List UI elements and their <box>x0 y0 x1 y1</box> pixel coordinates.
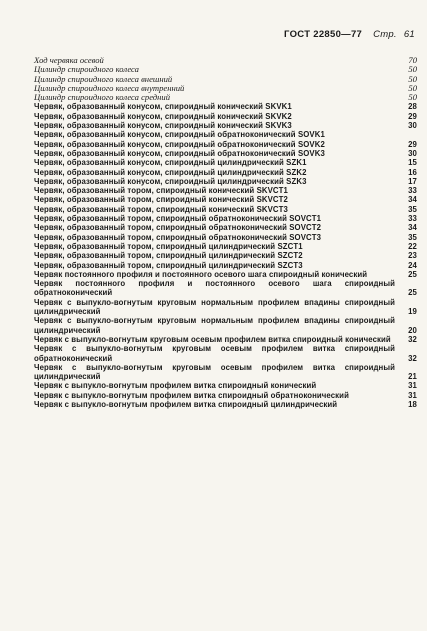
entry-page: 50 <box>408 64 417 75</box>
entry-term: Червяк, образованный конусом, спироидный обратноконический SOVK3 <box>34 148 325 158</box>
index-entry <box>34 121 417 130</box>
entry-page: 20 <box>408 325 417 335</box>
entry-page: 31 <box>408 381 417 391</box>
entry-term: Червяк, образованный тором, спироидный обратноконический SOVCT1 <box>34 214 322 224</box>
entry-page: 17 <box>408 176 417 186</box>
index-entry <box>34 391 417 400</box>
entry-page: 21 <box>408 372 417 382</box>
entry-page: 50 <box>408 82 417 93</box>
index-entry <box>34 130 417 139</box>
entry-term: Червяк с выпукло-вогнутым круговым осевым профилем витка спироидный обратноконический <box>34 344 395 363</box>
entry-term: Червяк постоянного профиля и постоянного осевого шага спироидный обратноконический <box>34 279 395 298</box>
index-entry <box>34 177 417 186</box>
entry-page: 25 <box>408 269 417 279</box>
entry-term: Червяк с выпукло-вогнутым круговым осевым профилем витка спироидный конический <box>34 334 391 344</box>
entry-page: 31 <box>408 390 417 400</box>
entry-term: Червяк, образованный тором, спироидный обратноконический SOVCT3 <box>34 232 322 242</box>
entry-term: Червяк, образованный тором, спироидный цилиндрический SZCT2 <box>34 251 303 261</box>
entry-term: Червяк с выпукло-вогнутым профилем витка спироидный обратноконический <box>34 390 349 400</box>
entry-term: Червяк с выпукло-вогнутым круговым нормальным профилем впадины спироидный цилиндрический <box>34 297 395 317</box>
entry-page: 24 <box>408 260 417 270</box>
index-entry <box>34 261 417 270</box>
entry-page: 18 <box>408 399 417 409</box>
standard-code: ГОСТ 22850—77 <box>284 29 363 40</box>
entry-page: 33 <box>408 214 417 224</box>
index-entry <box>34 251 417 260</box>
entry-page: 34 <box>408 223 417 233</box>
index-entry <box>34 186 417 195</box>
entry-term: Червяк, образованный конусом, спироидный конический SKVK3 <box>34 121 292 131</box>
entry-term: Червяк, образованный конусом, спироидный цилиндрический SZK3 <box>34 176 307 186</box>
entry-term: Червяк, образованный тором, спироидный цилиндрический SZCT1 <box>34 241 303 251</box>
index-entry <box>34 158 417 167</box>
page-number: 61 <box>403 29 415 40</box>
index-entry <box>34 140 417 149</box>
entry-page: 25 <box>408 288 417 298</box>
entry-page: 15 <box>408 158 417 168</box>
index-entry <box>34 102 417 111</box>
entry-page: 33 <box>408 186 417 196</box>
index-list <box>34 56 417 409</box>
index-entry <box>34 344 417 363</box>
index-entry <box>34 195 417 204</box>
entry-term: Червяк, образованный тором, спироидный цилиндрический SZCT3 <box>34 260 303 270</box>
entry-term: Червяк с выпукло-вогнутым круговым нормальным профилем впадины спироидный цилиндрический <box>34 316 395 335</box>
entry-term: Червяк, образованный конусом, спироидный обратноконический SOVK2 <box>34 139 325 149</box>
entry-term: Червяк, образованный тором, спироидный конический SKVCT2 <box>34 195 288 205</box>
entry-term: Червяк с выпукло-вогнутым профилем витка спироидный конический <box>34 381 317 391</box>
index-entry <box>34 270 417 279</box>
page-word: Стр. <box>373 29 397 40</box>
entry-page: 29 <box>408 139 417 149</box>
entry-page: 32 <box>408 334 417 344</box>
entry-page: 28 <box>408 102 417 112</box>
entry-page: 23 <box>408 251 417 261</box>
entry-page: 30 <box>408 148 417 158</box>
entry-term: Червяк, образованный конусом, спироидный цилиндрический SZK2 <box>34 167 307 177</box>
entry-term: Червяк, образованный тором, спироидный обратноконический SOVCT2 <box>34 223 322 233</box>
entry-page: 70 <box>408 55 417 65</box>
index-entry <box>34 400 417 409</box>
entry-page: 50 <box>408 73 417 84</box>
entry-page: 50 <box>408 92 417 103</box>
entry-page: 32 <box>408 353 417 363</box>
entry-page: 22 <box>408 241 417 251</box>
index-entry <box>34 242 417 251</box>
entry-term: Червяк, образованный тором, спироидный конический SKVCT1 <box>34 186 288 196</box>
entry-term: Червяк, образованный конусом, спироидный конический SKVK1 <box>34 102 292 112</box>
entry-page: 19 <box>408 307 417 317</box>
entry-term: Цилиндр спироидного колеса внутренний <box>34 82 185 93</box>
entry-term: Червяк, образованный тором, спироидный конический SKVCT3 <box>34 204 288 214</box>
index-entry <box>34 316 417 335</box>
entry-term: Червяк, образованный конусом, спироидный обратноконический SOVK1 <box>34 130 325 140</box>
entry-term: Червяк, образованный конусом, спироидный цилиндрический SZK1 <box>34 158 307 168</box>
entry-term: Ход червяка осевой <box>34 55 104 65</box>
entry-page: 29 <box>408 111 417 121</box>
entry-term: Цилиндр спироидного колеса <box>34 64 139 75</box>
index-entry <box>34 214 417 223</box>
index-entry <box>34 112 417 121</box>
entry-term: Червяк, образованный конусом, спироидный конический SKVK2 <box>34 111 292 121</box>
entry-page: 35 <box>408 232 417 242</box>
entry-term: Червяк постоянного профиля и постоянного осевого шага спироидный конический <box>34 269 368 279</box>
index-entry <box>34 233 417 242</box>
entry-term: Червяк с выпукло-вогнутым круговым осевым профилем витка спироидный цилиндрический <box>34 362 395 382</box>
index-entry <box>34 168 417 177</box>
entry-page: 34 <box>408 195 417 205</box>
index-entry <box>34 363 417 382</box>
entry-term: Червяк с выпукло-вогнутым профилем витка спироидный цилиндрический <box>34 399 338 409</box>
entry-page: 35 <box>408 204 417 214</box>
index-entry <box>34 381 417 390</box>
entry-page: 30 <box>408 121 417 131</box>
index-entry <box>34 223 417 232</box>
entry-term: Цилиндр спироидного колеса средний <box>34 92 170 103</box>
index-entry <box>34 205 417 214</box>
index-entry <box>34 149 417 158</box>
entry-term: Цилиндр спироидного колеса внешний <box>34 73 173 84</box>
index-entry <box>34 335 417 344</box>
entry-page: 16 <box>408 167 417 177</box>
index-entry <box>34 93 417 102</box>
page-header <box>284 29 415 40</box>
index-entry <box>34 298 417 317</box>
index-entry <box>34 279 417 298</box>
